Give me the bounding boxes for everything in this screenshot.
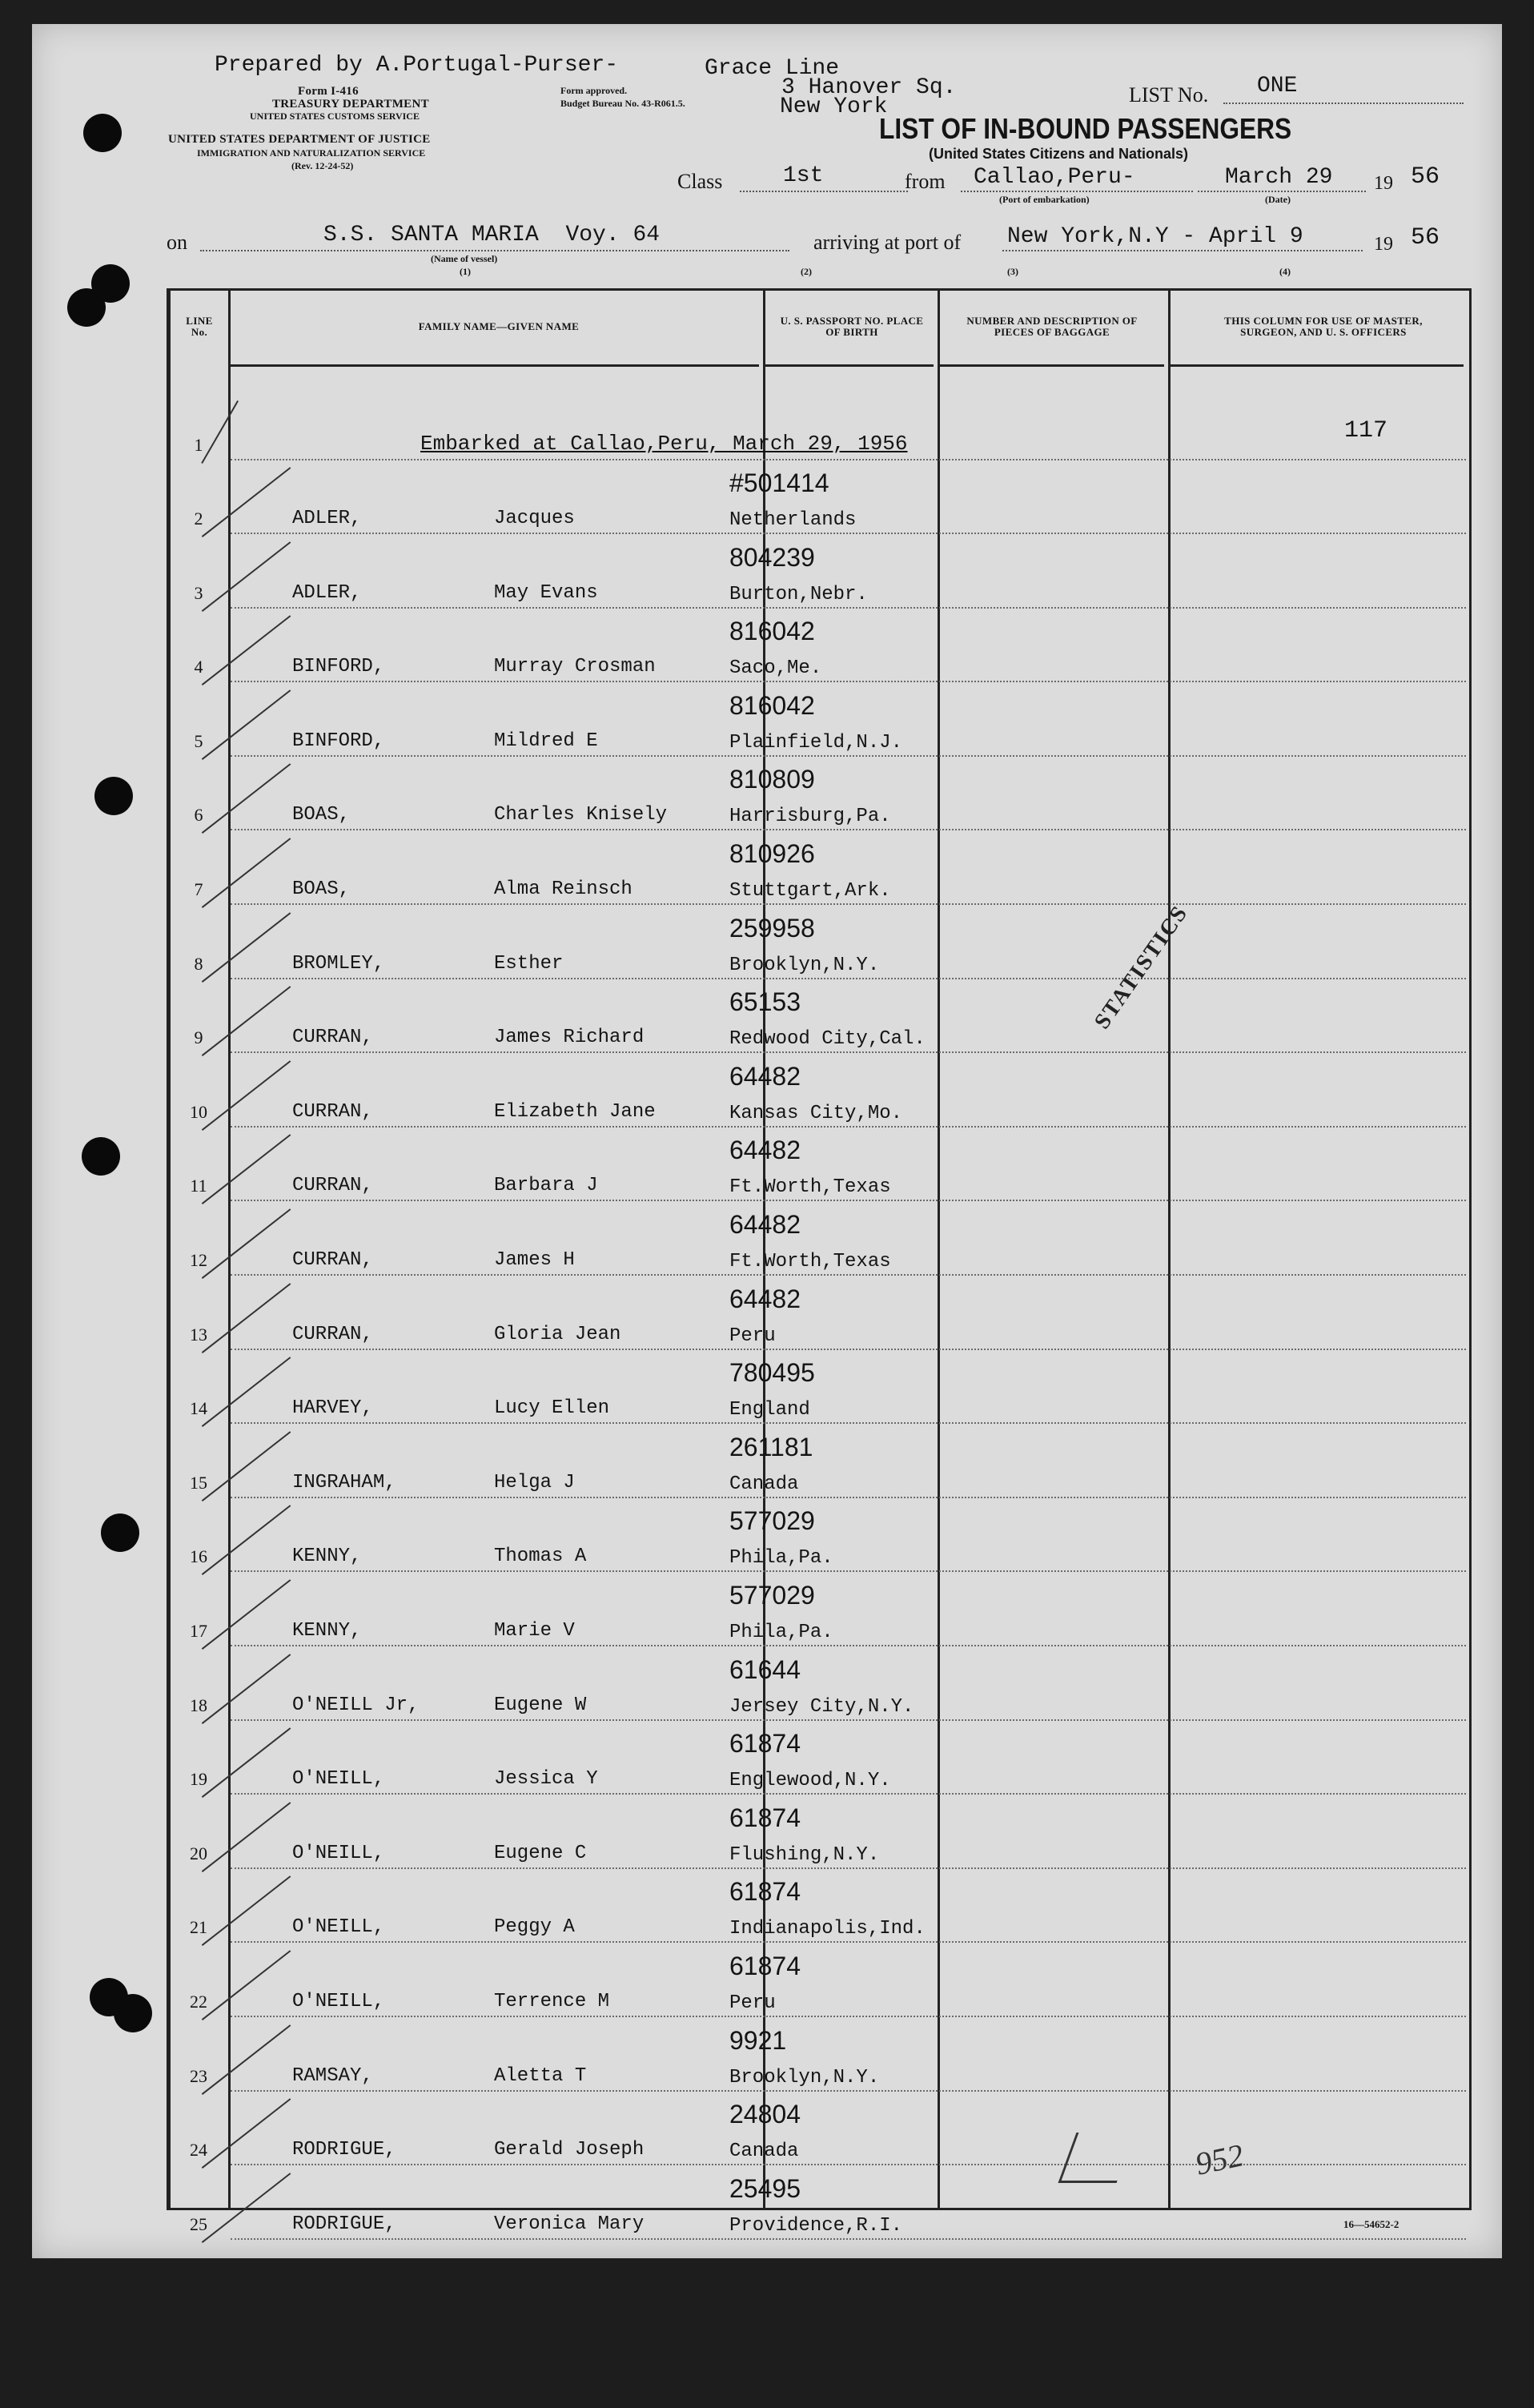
row-rule xyxy=(231,681,1466,682)
table-row xyxy=(171,1947,1469,2020)
prepared-by: Prepared by A.Portugal-Purser- xyxy=(215,53,619,78)
given-name: Terrence M xyxy=(494,1991,610,2012)
given-name: Esther xyxy=(494,952,564,975)
given-name: Veronica Mary xyxy=(494,2213,645,2235)
passport-number: 577029 xyxy=(729,1581,815,1610)
passport-number: 61874 xyxy=(729,1952,801,1980)
table-row xyxy=(171,1205,1469,1279)
passport-number: 816042 xyxy=(729,617,815,646)
given-name: Eugene C xyxy=(494,1842,587,1864)
family-name: RODRIGUE, xyxy=(292,2139,396,2161)
table-row xyxy=(171,760,1469,834)
vessel-name: S.S. SANTA MARIA Voy. 64 xyxy=(323,223,661,247)
row-rule xyxy=(231,1645,1466,1646)
passport-number: #501414 xyxy=(729,468,829,497)
passport-number: 810926 xyxy=(729,839,815,868)
passport-number: 261181 xyxy=(729,1432,813,1461)
place-of-birth: Flushing,N.Y. xyxy=(729,1843,880,1866)
place-of-birth: Saco,Me. xyxy=(729,657,822,680)
given-name: Alma Reinsch xyxy=(494,878,632,900)
passport-number: 65153 xyxy=(729,987,801,1017)
given-name: Charles Knisely xyxy=(494,804,668,826)
row-rule xyxy=(231,1274,1466,1276)
place-of-birth: Canada xyxy=(729,2141,799,2163)
family-name: BROMLEY, xyxy=(292,952,385,975)
handwritten-note: 952 xyxy=(1191,2137,1247,2182)
document-subtitle: (United States Citizens and Nationals) xyxy=(929,146,1189,162)
line-number: 25 xyxy=(190,2213,207,2234)
passport-number: 64482 xyxy=(729,1061,801,1091)
passport-number: 64482 xyxy=(729,1136,801,1165)
given-name: Marie V xyxy=(494,1620,575,1642)
passport-number: 816042 xyxy=(729,690,815,720)
port-caption: (Port of embarkation) xyxy=(999,194,1090,205)
row-rule xyxy=(231,533,1466,534)
family-name: BINFORD, xyxy=(292,730,385,752)
vessel-caption: (Name of vessel) xyxy=(431,253,498,264)
line-number: 6 xyxy=(194,805,203,826)
manifest-sheet xyxy=(32,24,1502,2258)
passport-number: 810809 xyxy=(729,765,815,794)
line-number: 7 xyxy=(194,879,203,899)
line-number: 4 xyxy=(194,657,203,677)
place-of-birth: Peru xyxy=(729,1992,776,2014)
line-number: 14 xyxy=(190,1398,207,1419)
family-name: ADLER, xyxy=(292,508,362,529)
header-rule xyxy=(940,364,1164,367)
place-of-birth: Ft.Worth,Texas xyxy=(729,1176,891,1199)
arr-year-prefix: 19 xyxy=(1374,234,1393,255)
given-name: James Richard xyxy=(494,1027,645,1049)
customs-service: UNITED STATES CUSTOMS SERVICE xyxy=(250,111,420,122)
line-number: 11 xyxy=(190,1176,207,1196)
family-name: RODRIGUE, xyxy=(292,2213,396,2235)
address-line-2: New York xyxy=(780,94,888,119)
header-rule xyxy=(231,364,759,367)
family-name: BOAS, xyxy=(292,878,351,900)
given-name: Lucy Ellen xyxy=(494,1397,610,1420)
line-number: 17 xyxy=(190,1621,207,1641)
column-header-passport: U. S. PASSPORT NO. PLACE OF BIRTH xyxy=(780,315,924,338)
row-rule xyxy=(231,1200,1466,1201)
line-number: 2 xyxy=(194,509,203,529)
date-line xyxy=(1198,191,1366,192)
place-of-birth: Ft.Worth,Texas xyxy=(729,1251,891,1272)
from-label: from xyxy=(905,170,946,193)
table-row xyxy=(171,686,1469,760)
place-of-birth: Brooklyn,N.Y. xyxy=(729,2066,880,2088)
place-of-birth: Netherlands xyxy=(729,509,857,531)
given-name: Murray Crosman xyxy=(494,656,656,678)
budget-bureau: Budget Bureau No. 43-R061.5. xyxy=(560,98,685,109)
family-name: KENNY, xyxy=(292,1546,362,1568)
place-of-birth: Harrisburg,Pa. xyxy=(729,806,891,828)
family-name: CURRAN, xyxy=(292,1249,373,1271)
row-rule xyxy=(231,2016,1466,2017)
row-rule xyxy=(231,829,1466,830)
row-rule xyxy=(231,2164,1466,2165)
table-row xyxy=(171,1872,1469,1946)
list-no-label: LIST No. xyxy=(1129,83,1209,107)
col-ref-3: (3) xyxy=(1007,266,1018,277)
family-name: RAMSAY, xyxy=(292,2064,373,2087)
given-name: Helga J xyxy=(494,1471,575,1493)
passport-number: 9921 xyxy=(729,2025,787,2055)
table-row xyxy=(171,1501,1469,1575)
place-of-birth: Phila,Pa. xyxy=(729,1622,833,1643)
embarkation-note: Embarked at Callao,Peru, March 29, 1956 xyxy=(420,432,908,456)
passport-number: 61644 xyxy=(729,1654,801,1684)
place-of-birth: Burton,Nebr. xyxy=(729,583,868,605)
class-label: Class xyxy=(677,170,723,193)
given-name: Mildred E xyxy=(494,730,598,752)
table-row xyxy=(171,390,1469,464)
arr-year-value: 56 xyxy=(1411,224,1440,251)
column-header-baggage: NUMBER AND DESCRIPTION OF PIECES OF BAGGAGE xyxy=(966,315,1138,338)
line-number: 16 xyxy=(190,1546,207,1567)
family-name: O'NEILL, xyxy=(292,1842,385,1864)
arrival-line xyxy=(1002,250,1363,251)
col-ref-2: (2) xyxy=(801,266,812,277)
line-number: 20 xyxy=(190,1843,207,1863)
embark-date: March 29 xyxy=(1225,165,1333,190)
from-value: Callao,Peru- xyxy=(974,165,1135,190)
place-of-birth: Providence,R.I. xyxy=(729,2214,903,2237)
binder-hole xyxy=(94,777,133,815)
line-number: 21 xyxy=(190,1917,207,1938)
given-name: Gerald Joseph xyxy=(494,2139,645,2161)
line-number: 24 xyxy=(190,2140,207,2161)
class-line xyxy=(740,191,908,192)
family-name: CURRAN, xyxy=(292,1175,373,1197)
binder-hole xyxy=(82,1137,120,1176)
row-rule xyxy=(231,1719,1466,1721)
col-ref-1: (1) xyxy=(460,266,471,277)
row-rule xyxy=(231,978,1466,979)
passenger-count: 117 xyxy=(1344,417,1388,444)
row-rule xyxy=(231,1051,1466,1053)
table-row xyxy=(171,1724,1469,1798)
row-rule xyxy=(231,903,1466,905)
given-name: Jessica Y xyxy=(494,1768,598,1791)
header-rule xyxy=(765,364,934,367)
place-of-birth: Peru xyxy=(729,1325,776,1347)
given-name: Thomas A xyxy=(494,1546,587,1568)
form-number: Form I-416 xyxy=(298,85,359,98)
place-of-birth: Canada xyxy=(729,1473,799,1495)
table-row xyxy=(171,1650,1469,1724)
immigration-service: IMMIGRATION AND NATURALIZATION SERVICE xyxy=(197,147,426,159)
place-of-birth: Redwood City,Cal. xyxy=(729,1028,926,1051)
given-name: Aletta T xyxy=(494,2064,587,2087)
revision-date: (Rev. 12-24-52) xyxy=(291,160,354,171)
on-label: on xyxy=(167,231,187,254)
passport-number: 780495 xyxy=(729,1358,815,1388)
vessel-line xyxy=(200,250,789,251)
row-rule xyxy=(231,1349,1466,1350)
row-rule xyxy=(231,1422,1466,1424)
table-row xyxy=(171,2169,1469,2243)
place-of-birth: Stuttgart,Ark. xyxy=(729,880,891,902)
footer-code: 16—54652-2 xyxy=(1343,2218,1399,2230)
given-name: Jacques xyxy=(494,508,575,529)
line-number: 9 xyxy=(194,1027,203,1048)
line-number: 5 xyxy=(194,730,203,751)
line-number: 1 xyxy=(194,435,203,455)
table-row xyxy=(171,464,1469,537)
family-name: O'NEILL, xyxy=(292,1916,385,1939)
family-name: O'NEILL, xyxy=(292,1768,385,1791)
given-name: James H xyxy=(494,1249,575,1271)
dept-of-justice: UNITED STATES DEPARTMENT OF JUSTICE xyxy=(168,133,431,146)
table-row xyxy=(171,1576,1469,1650)
line-number: 10 xyxy=(190,1101,207,1122)
table-row xyxy=(171,1057,1469,1131)
row-rule xyxy=(231,459,1466,460)
place-of-birth: Plainfield,N.J. xyxy=(729,731,903,754)
given-name: Barbara J xyxy=(494,1175,598,1197)
binder-hole xyxy=(114,1994,152,2032)
table-row xyxy=(171,1353,1469,1427)
given-name: May Evans xyxy=(494,581,598,604)
family-name: CURRAN, xyxy=(292,1323,373,1345)
from-line xyxy=(961,191,1193,192)
class-value: 1st xyxy=(783,163,824,188)
place-of-birth: Jersey City,N.Y. xyxy=(729,1695,914,1718)
table-row xyxy=(171,612,1469,685)
table-row xyxy=(171,909,1469,983)
place-of-birth: Kansas City,Mo. xyxy=(729,1102,903,1124)
passport-number: 24804 xyxy=(729,2100,801,2129)
passport-number: 259958 xyxy=(729,913,815,943)
row-rule xyxy=(231,1126,1466,1128)
family-name: HARVEY, xyxy=(292,1397,373,1420)
given-name: Eugene W xyxy=(494,1694,587,1716)
passport-number: 577029 xyxy=(729,1506,815,1536)
family-name: O'NEILL, xyxy=(292,1991,385,2012)
table-row xyxy=(171,1799,1469,1872)
family-name: O'NEILL Jr, xyxy=(292,1694,420,1716)
given-name: Peggy A xyxy=(494,1916,575,1939)
binder-hole xyxy=(83,114,122,152)
family-name: INGRAHAM, xyxy=(292,1471,396,1493)
date-caption: (Date) xyxy=(1265,194,1291,205)
table-row xyxy=(171,1280,1469,1353)
table-row xyxy=(171,2095,1469,2169)
year-prefix: 19 xyxy=(1374,173,1393,194)
place-of-birth: Brooklyn,N.Y. xyxy=(729,954,880,976)
table-row xyxy=(171,834,1469,908)
line-number: 19 xyxy=(190,1769,207,1790)
address-line-1: 3 Hanover Sq. xyxy=(781,75,957,100)
col-ref-4: (4) xyxy=(1279,266,1291,277)
column-header-officers: THIS COLUMN FOR USE OF MASTER, SURGEON, AND U. S. OFFICERS xyxy=(1224,315,1423,338)
header-rule xyxy=(1171,364,1464,367)
list-no-value: ONE xyxy=(1257,74,1298,98)
passport-number: 25495 xyxy=(729,2173,801,2203)
row-rule xyxy=(231,755,1466,757)
row-rule xyxy=(231,1867,1466,1869)
row-rule xyxy=(231,2238,1466,2240)
line-number: 23 xyxy=(190,2065,207,2086)
line-number: 12 xyxy=(190,1250,207,1270)
place-of-birth: England xyxy=(729,1399,810,1421)
row-rule xyxy=(231,1793,1466,1795)
table-row xyxy=(171,983,1469,1056)
family-name: BOAS, xyxy=(292,804,351,826)
line-number: 8 xyxy=(194,953,203,974)
row-rule xyxy=(231,607,1466,609)
list-no-line xyxy=(1223,103,1464,104)
family-name: CURRAN, xyxy=(292,1100,373,1123)
column-header-line-no: LINE No. xyxy=(186,315,213,338)
row-rule xyxy=(231,2090,1466,2092)
place-of-birth: Phila,Pa. xyxy=(729,1547,833,1570)
binder-hole xyxy=(101,1514,139,1552)
place-of-birth: Englewood,N.Y. xyxy=(729,1770,891,1792)
table-row xyxy=(171,1131,1469,1204)
family-name: CURRAN, xyxy=(292,1027,373,1049)
family-name: KENNY, xyxy=(292,1620,362,1642)
line-number: 3 xyxy=(194,582,203,603)
passport-number: 61874 xyxy=(729,1803,801,1832)
passport-number: 804239 xyxy=(729,542,815,572)
line-number: 22 xyxy=(190,1992,207,2012)
binder-hole xyxy=(91,264,130,303)
family-name: ADLER, xyxy=(292,581,362,604)
document-title: LIST OF IN-BOUND PASSENGERS xyxy=(879,112,1292,145)
treasury-dept: TREASURY DEPARTMENT xyxy=(272,98,429,111)
family-name: BINFORD, xyxy=(292,656,385,678)
shipping-line: Grace Line xyxy=(705,56,840,81)
row-rule xyxy=(231,1497,1466,1498)
passport-number: 61874 xyxy=(729,1877,801,1907)
row-rule xyxy=(231,1941,1466,1943)
given-name: Gloria Jean xyxy=(494,1323,621,1345)
line-number: 15 xyxy=(190,1472,207,1493)
given-name: Elizabeth Jane xyxy=(494,1100,656,1123)
place-of-birth: Indianapolis,Ind. xyxy=(729,1918,926,1940)
passport-number: 64482 xyxy=(729,1284,801,1313)
year-value: 56 xyxy=(1411,163,1440,191)
column-header-name: FAMILY NAME—GIVEN NAME xyxy=(418,320,580,332)
arrival-value: New York,N.Y - April 9 xyxy=(1007,224,1303,249)
row-rule xyxy=(231,1570,1466,1572)
table-row xyxy=(171,538,1469,612)
line-number: 18 xyxy=(190,1694,207,1715)
form-approved: Form approved. xyxy=(560,85,628,96)
line-number: 13 xyxy=(190,1324,207,1345)
table-row xyxy=(171,1428,1469,1501)
statistics-stamp: STATISTICS xyxy=(1090,900,1194,1034)
arriving-label: arriving at port of xyxy=(813,231,962,254)
table-row xyxy=(171,2021,1469,2095)
passport-number: 61874 xyxy=(729,1729,801,1759)
passport-number: 64482 xyxy=(729,1210,801,1239)
